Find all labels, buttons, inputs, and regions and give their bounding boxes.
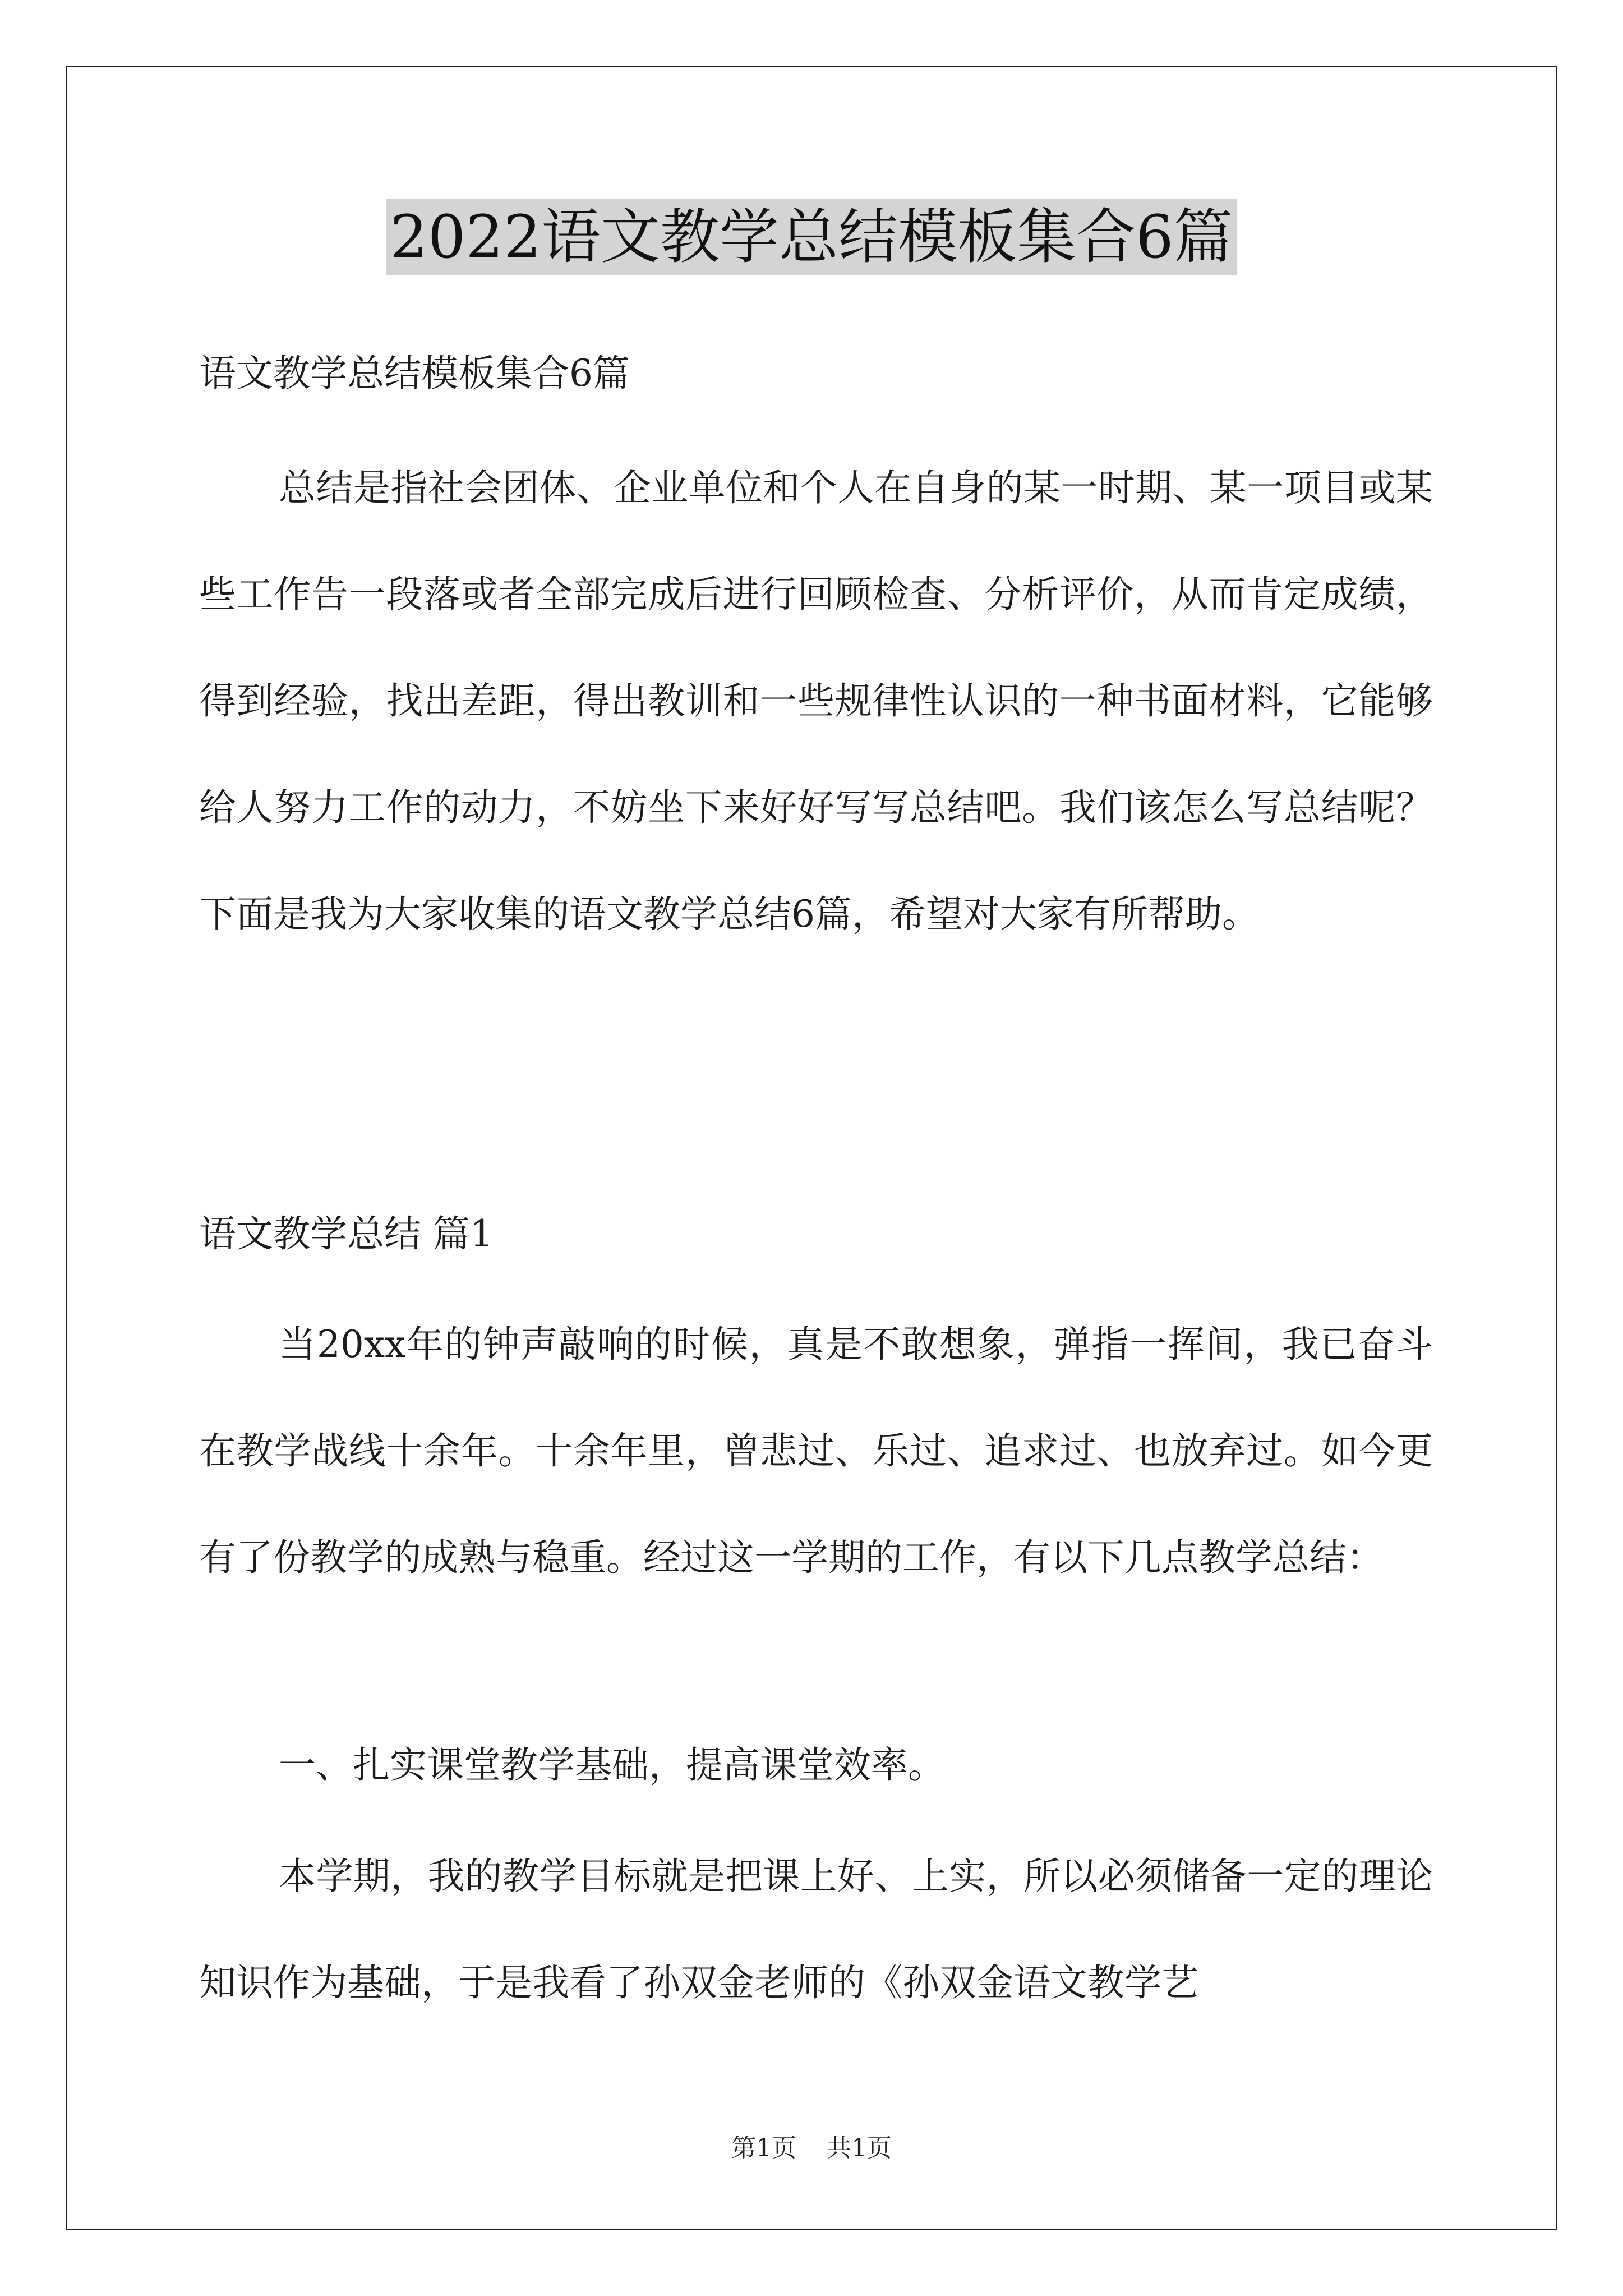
document-title: 2022语文教学总结模板集合6篇	[386, 199, 1236, 275]
section-1-paragraph-2: 本学期，我的教学目标就是把课上好、上实，所以必须储备一定的理论知识作为基础，于是我看了孙双金老师的《孙双金语文教学艺	[199, 1855, 1433, 2004]
page-footer	[0, 2132, 1623, 2165]
section-1-point-1: 一、扎实课堂教学基础，提高课堂效率。	[279, 1743, 945, 1787]
intro-paragraph: 总结是指社会团体、企业单位和个人在自身的某一时期、某一项目或某些工作告一段落或者全部完成后进行回顾检查、分析评价，从而肯定成绩，得到经验，找出差距，得出教训和一些规律性认识的一种书面材料，它能够给人努力工作的动力，不妨坐下来好好写写总结吧。我们该怎么写总结呢？下面是我为大家收集的语文教学总结6篇，希望对大家有所帮助。	[199, 466, 1433, 936]
section-1-paragraph-1: 当20xx年的钟声敲响的时候，真是不敢想象，弹指一挥间，我已奋斗在教学战线十余年。十余年里，曾悲过、乐过、追求过、也放弃过。如今更有了份教学的成熟与稳重。经过这一学期的工作，有以下几点教学总结：	[199, 1323, 1433, 1579]
page-total: 共1页	[827, 2134, 892, 2162]
title-area	[0, 199, 1623, 275]
section-1-heading: 语文教学总结 篇1	[199, 1212, 494, 1255]
page-number: 第1页	[731, 2134, 796, 2162]
document-subtitle: 语文教学总结模板集合6篇	[199, 352, 630, 395]
